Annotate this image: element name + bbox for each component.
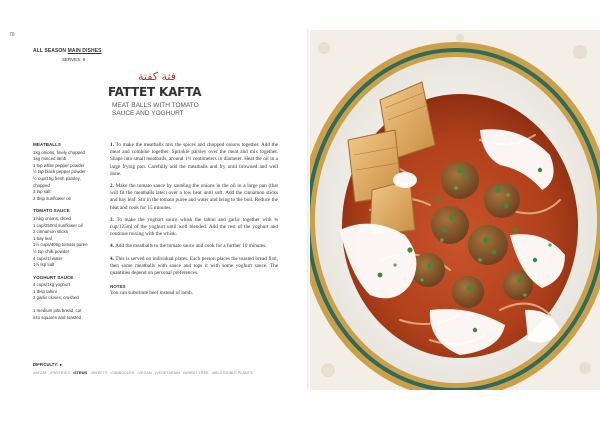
ingredient-item: 1½kg onions, diced [33,215,71,221]
photo-page [310,30,600,390]
ingredient-item: ½ tsp chilli powder [33,248,70,254]
category-tag: •SWEETS [90,371,108,375]
ingredient-item: 1 bay leaf [33,235,53,241]
category-tag: •WHEAT FREE [182,371,209,375]
step-number: 4. [110,243,116,250]
ingredient-item: ½ cup/15g fresh parsley, [33,175,81,181]
page-number: 70 [9,32,15,38]
ingredient-item: 2 cinnamon sticks [33,229,68,235]
ingredient-group [33,275,105,302]
step-text: To make the meatballs mix the spices and chopped onions together. Add the meat and combine together. Sprinkle parsley over the meat and mix together. Shape into small meatballs, around 1½ centimeters in diameter. Heat the oil in a large frying pan. Carefully add the meatballs and fry until browned and well done. [110,142,278,177]
ingredient-item: 1 cup/250ml sunflower oil [33,222,83,228]
book-spread [0,30,600,390]
ingredient-group [33,142,105,202]
ingredient-item: 1½ cups/400g tomato puree [33,242,88,248]
ingredient-note [33,308,105,321]
category-tag: •PASTRIES [50,371,70,375]
step-number: 1. [110,142,116,148]
method-step [110,183,278,212]
step-text: Make the tomato sauce by sautéing the onions in the oil in a large pan (that will fit the meatballs later) over a low heat until soft. Add the cinnamon sticks and bay leaf. Stir in the tomato puree and water and bring to the boil. Reduce the heat and cook for 15 minutes. [110,183,278,211]
difficulty-label: DIFFICULTY: ● [33,362,62,367]
ingredient-item: 1 tbsp tahini [33,288,57,294]
ingredient-item: 2 garlic cloves, crushed [33,295,79,301]
ingredient-note-line: 1 medium pita bread, cut [33,308,82,314]
ingredient-item: 4 cups/1kg yoghurt [33,282,71,288]
method-step [110,217,278,239]
category-tag: •STEWS [72,371,88,375]
dish-photo [310,30,600,390]
ingredient-item: 3 tsp salt [33,189,51,195]
notes-text: You can substitute beef instead of lamb. [110,290,193,297]
ingredient-item: 1 tsp white pepper powder [33,162,85,168]
method-steps [110,142,278,298]
dish-title: FATTET KAFTA [108,85,202,99]
ingredient-item: 1kg onions, finely chopped [33,149,85,155]
category-tags [33,371,303,375]
category-tag: •WILD EDIBLE PLANTS [211,371,253,375]
category-tag: •TABBOULEH [110,371,135,375]
method-step [110,256,278,278]
ingredient-group-title: YOGHURT SAUCE [33,274,74,280]
section-header [33,48,102,54]
ingredient-group-title: MEATBALLS [33,142,61,147]
category-label: MAIN DISHES [67,48,102,54]
ingredient-item: chopped [33,182,50,188]
ingredient-note-line: into squares and toasted [33,314,82,320]
category-tag: •VEGETARIAN [154,371,180,375]
step-number: 2. [110,183,116,190]
method-step [110,243,278,250]
method-step [110,142,278,178]
ingredient-item: 1½ tsp salt [33,262,55,268]
ingredient-item: 4 cups/1l water [33,255,63,261]
category-tag: •VEGAN [137,371,152,375]
serves-label: SERVES: 8 [62,57,86,62]
season-label: ALL SEASON [33,48,67,54]
step-text: To make the yoghurt sauce whisk the tahini and garlic together with ¾ cup/125ml of the yoghurt until well blended. Add the rest of the yoghurt and continue mixing with the whisk. [110,216,278,238]
dish-subtitle: MEAT BALLS WITH TOMATO SAUCE AND YOGHURT [112,102,199,117]
ingredients-list [33,142,105,321]
ingredient-item: 1kg minced lamb [33,156,67,162]
ingredient-item: 2 tbsp sunflower oil [33,195,71,201]
notes-title: NOTES [110,284,126,290]
step-text: Add the meatballs to the tomato sauce and cook for a further 10 minutes. [115,243,267,250]
ingredient-group-title: TOMATO SAUCE [33,208,70,214]
category-tag: •MEZZE [33,371,48,375]
ingredient-group [33,208,105,268]
step-number: 4. [110,255,116,262]
step-number: 3. [110,216,117,223]
ingredient-item: ½ tsp black pepper powder [33,169,86,175]
step-text: This is served on individual plates. Each person places the toasted bread first, then some meatballs with sauce and tops it with some yoghurt sauce. The quantities depend on personal preferences. [110,255,278,277]
arabic-title: فتة كفتة [138,70,176,83]
recipe-page [0,30,310,390]
